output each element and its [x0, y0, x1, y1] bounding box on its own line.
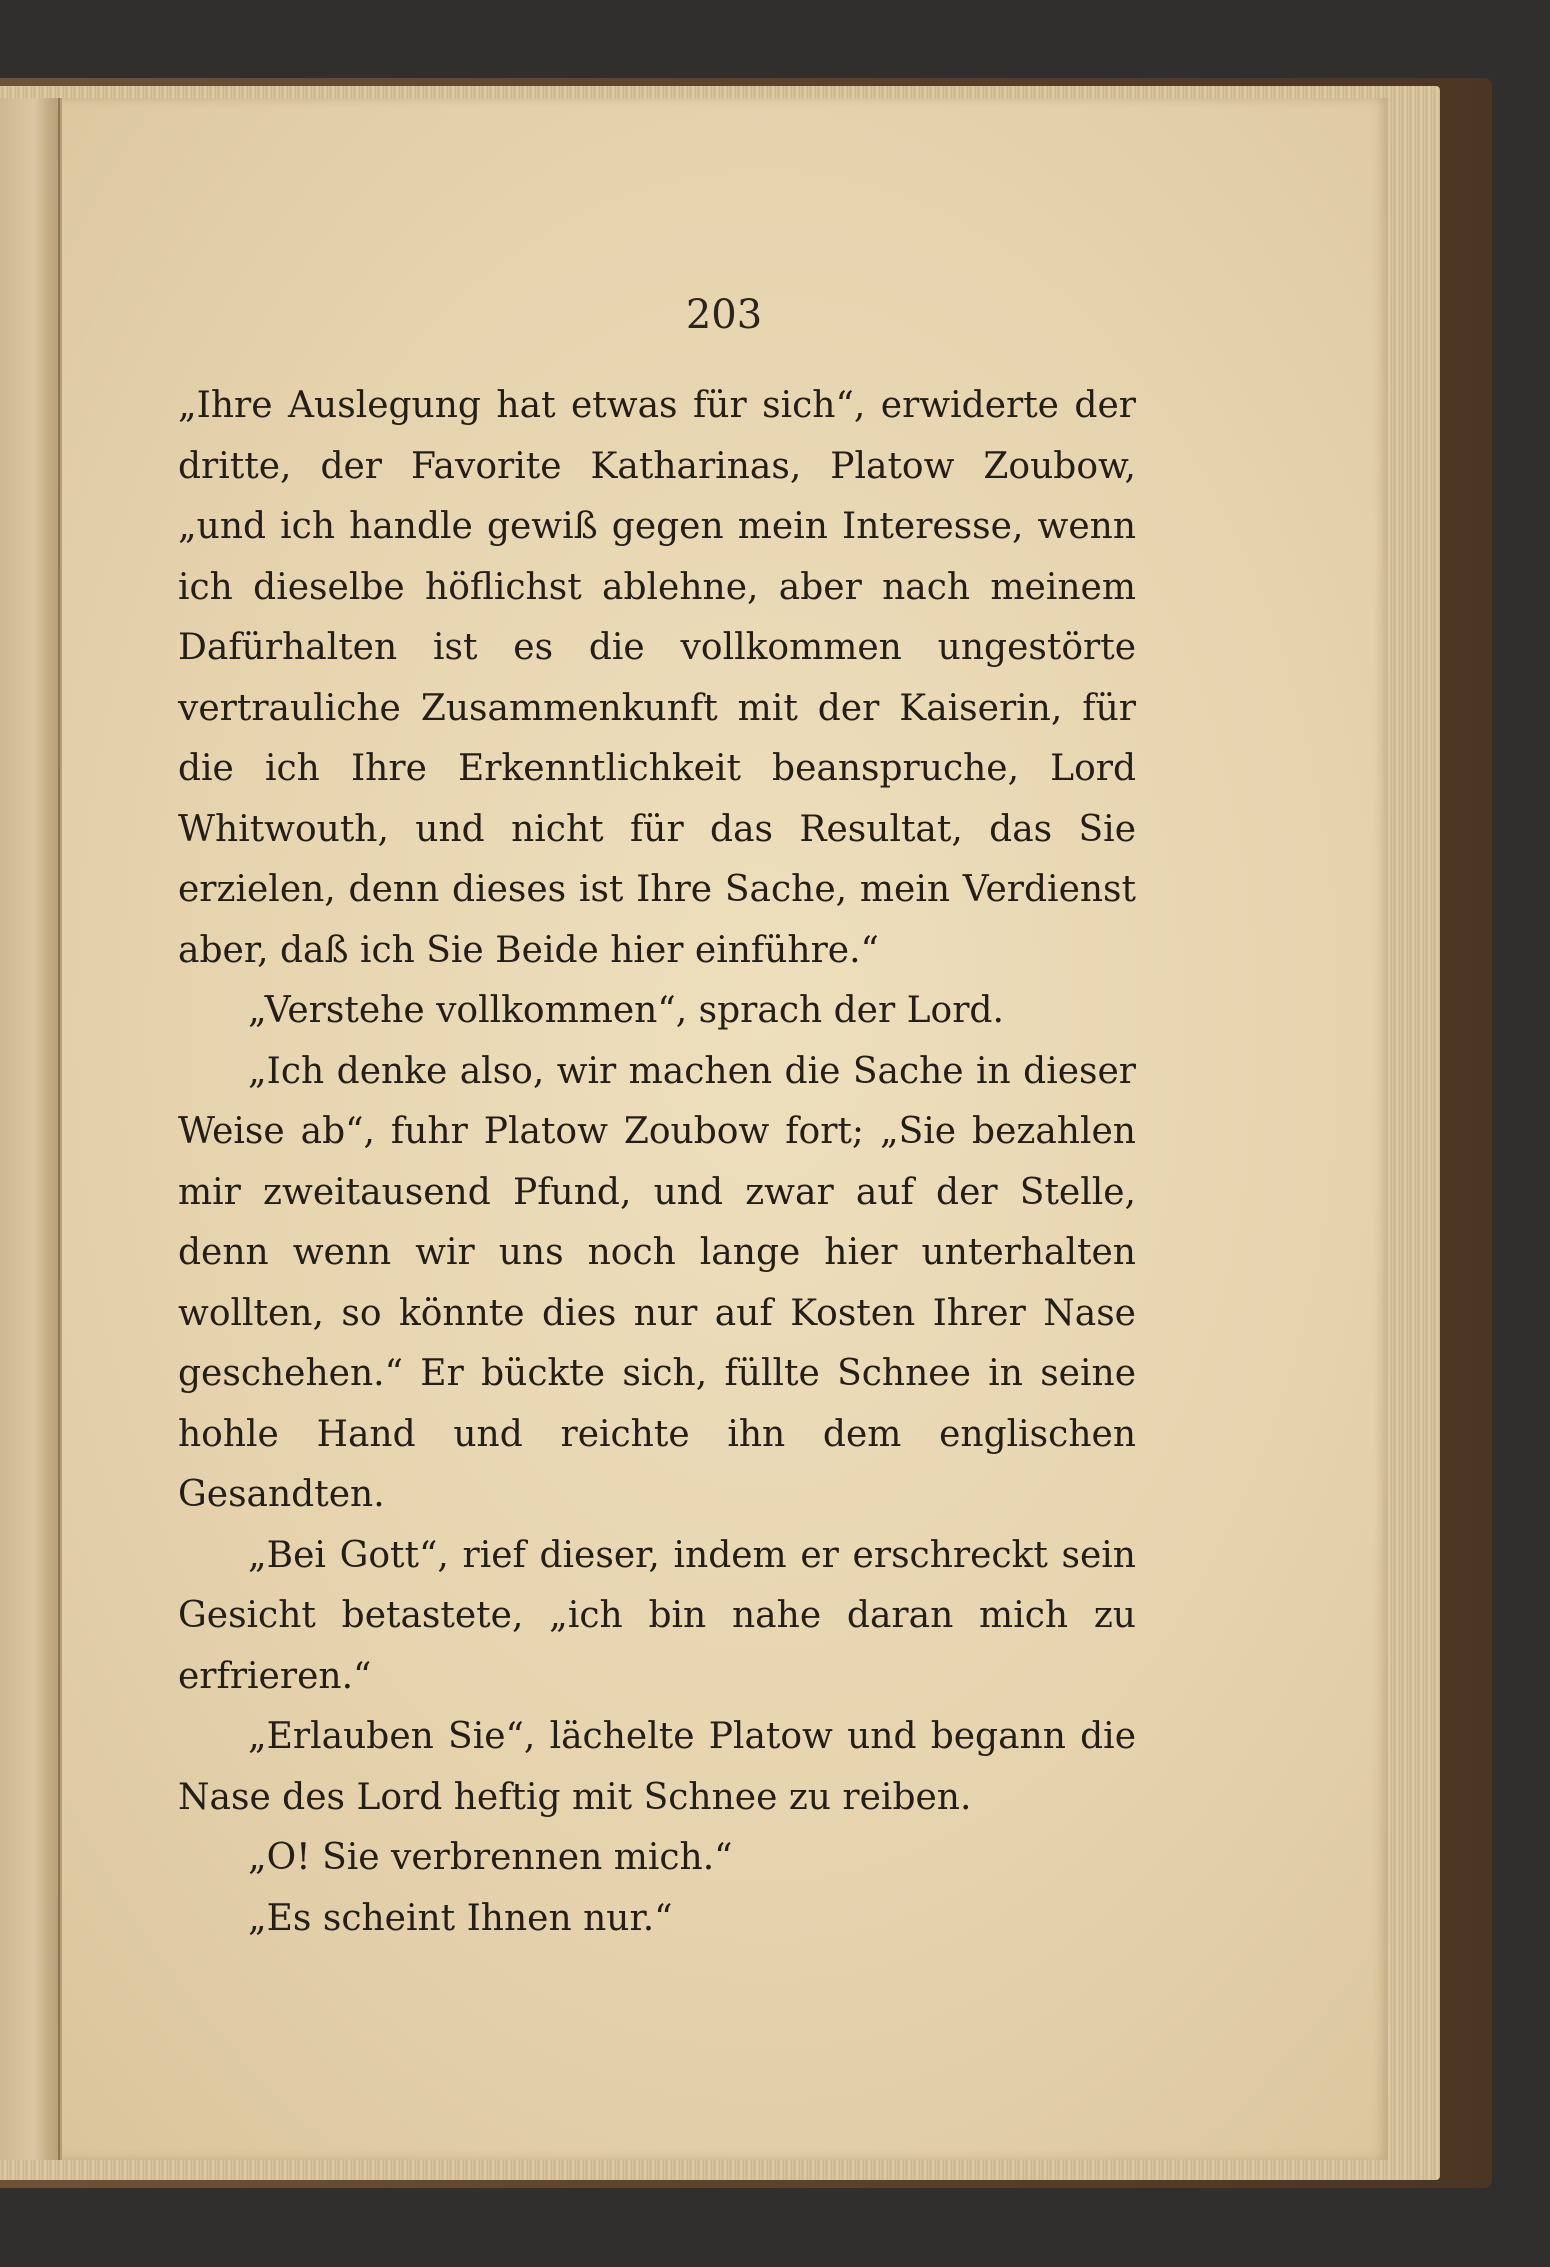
- page-gutter: [0, 98, 62, 2160]
- gutter-line: [58, 98, 60, 2160]
- paragraph-4: „Bei Gott“, rief dieser, indem er erschreckt sein Gesicht betastete, „ich bin nahe daran mich zu erfrieren.“: [178, 1534, 1136, 1697]
- page-number: 203: [685, 292, 763, 338]
- paragraph-1: „Ihre Auslegung hat etwas für sich“, erwiderte der dritte, der Favorite Katharinas, Platow Zoubow, „und ich handle gewiß gegen mein Interesse, wenn ich dieselbe höflichst ablehne, aber nach meinem Dafürhalten ist es die vollkommen ungestörte vertrauliche Zusammenkunft mit der Kaiserin, für die ich Ihre Erkenntlichkeit beanspruche, Lord Whitwouth, und nicht für das Resultat, das Sie erzielen, denn dieses ist Ihre Sache, mein Verdienst aber, daß ich Sie Beide hier einführe.“: [178, 385, 1136, 971]
- paragraph-5: „Erlauben Sie“, lächelte Platow und begann die Nase des Lord heftig mit Schnee zu reiben.: [178, 1716, 1136, 1818]
- paragraph-6: „O! Sie verbrennen mich.“: [248, 1837, 733, 1878]
- body-text: [178, 376, 1136, 1949]
- paragraph-3: „Ich denke also, wir machen die Sache in dieser Weise ab“, fuhr Platow Zoubow fort; „Sie bezahlen mir zweitausend Pfund, und zwar auf der Stelle, denn wenn wir uns noch lange hier unterhalten wollten, so könnte dies nur auf Kosten Ihrer Nase geschehen.“ Er bückte sich, füllte Schnee in seine hohle Hand und reichte ihn dem englischen Gesandten.: [178, 1050, 1136, 1515]
- paragraph-7: „Es scheint Ihnen nur.“: [248, 1897, 673, 1939]
- paragraph-2: „Verstehe vollkommen“, sprach der Lord.: [248, 990, 1004, 1031]
